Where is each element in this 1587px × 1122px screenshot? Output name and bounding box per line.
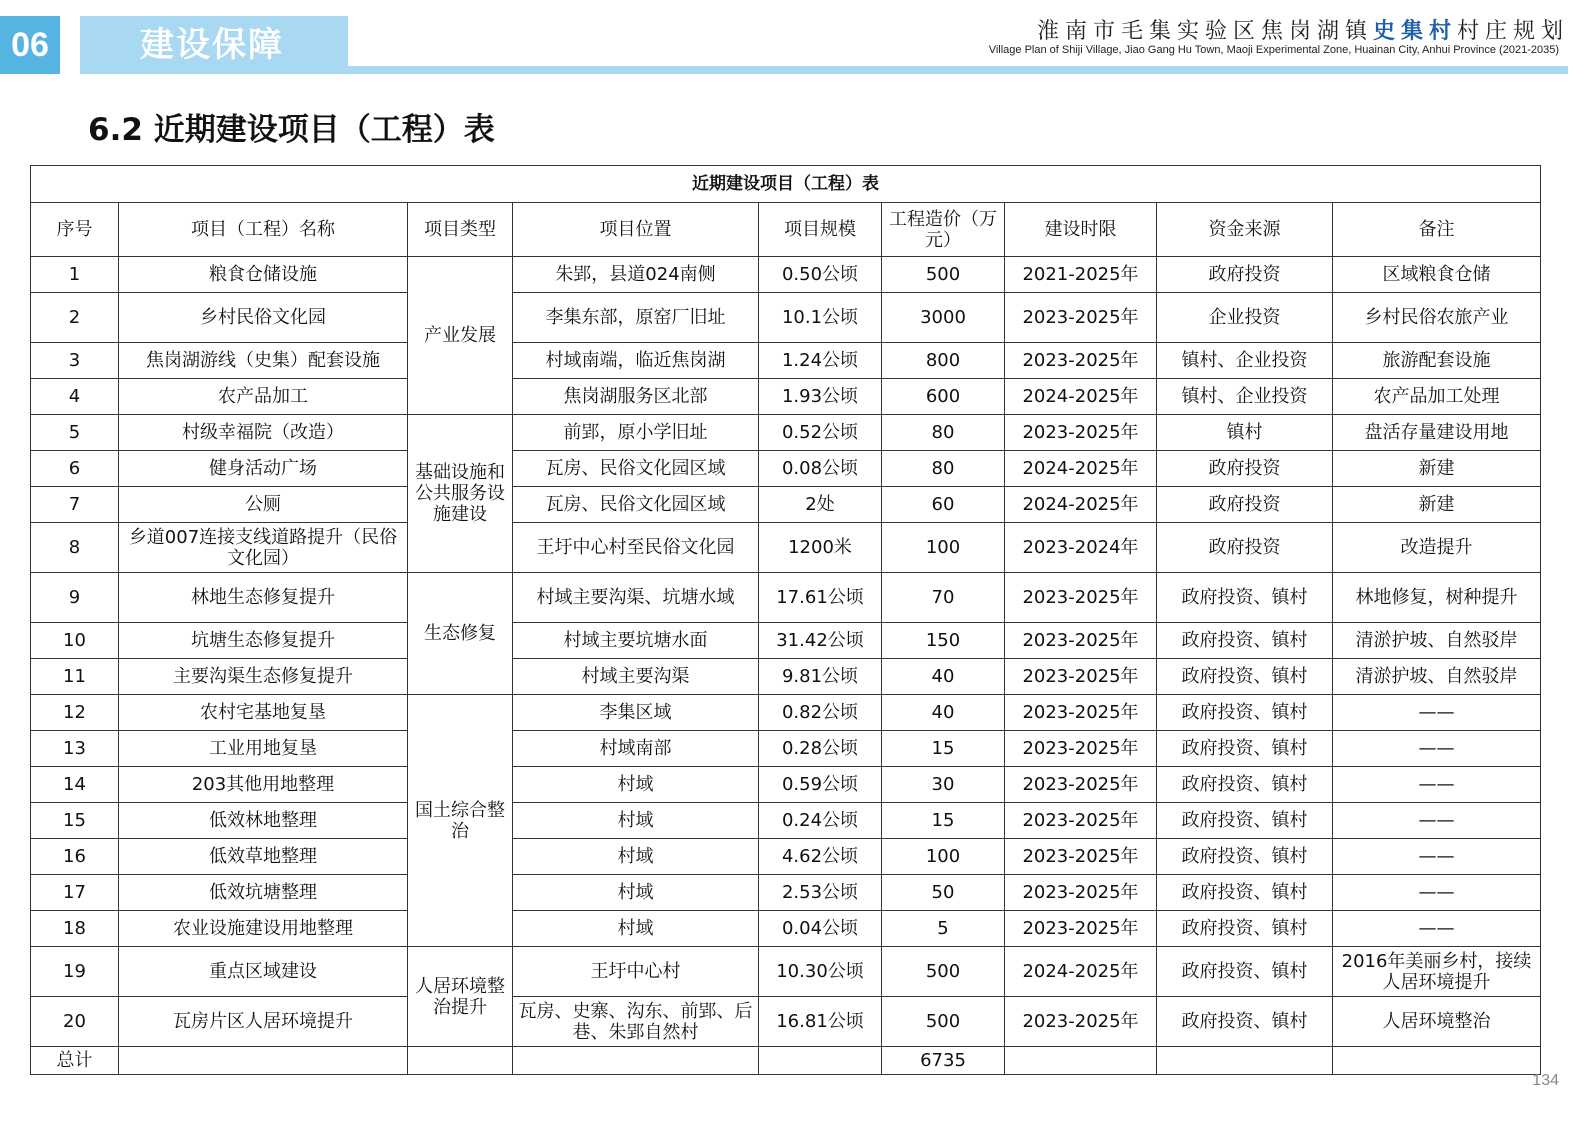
- page-heading: 6.2 近期建设项目（工程）表: [88, 112, 495, 148]
- table-cell: 14: [31, 767, 119, 803]
- table-cell: 80: [882, 451, 1005, 487]
- table-cell: 30: [882, 767, 1005, 803]
- table-cell: ——: [1333, 875, 1541, 911]
- project-type-cell: 人居环境整治提升: [408, 947, 513, 1047]
- table-cell: 1.24公顷: [759, 343, 882, 379]
- table-cell: 村域: [513, 839, 759, 875]
- table-cell: 乡村民俗文化园: [119, 293, 408, 343]
- table-cell: 2024-2025年: [1005, 487, 1157, 523]
- table-cell: 6: [31, 451, 119, 487]
- table-cell: 区域粮食仓储: [1333, 257, 1541, 293]
- table-cell: 王圩中心村至民俗文化园: [513, 523, 759, 573]
- table-row: [31, 731, 1541, 767]
- table-cell: 9: [31, 573, 119, 623]
- header-cell: 工程造价（万元）: [882, 203, 1005, 257]
- table-cell: 0.28公顷: [759, 731, 882, 767]
- table-row: [31, 767, 1541, 803]
- table-cell: 2023-2025年: [1005, 343, 1157, 379]
- title-village: 史集村: [1372, 18, 1457, 44]
- page-number: 134: [1532, 1072, 1559, 1089]
- header-cell: 项目类型: [408, 203, 513, 257]
- table-cell: 盘活存量建设用地: [1333, 415, 1541, 451]
- table-cell: 政府投资、镇村: [1157, 947, 1333, 997]
- table-row: [31, 379, 1541, 415]
- table-cell: 15: [882, 731, 1005, 767]
- table-cell: 2023-2025年: [1005, 767, 1157, 803]
- table-cell: 2023-2025年: [1005, 875, 1157, 911]
- header-cell: 项目规模: [759, 203, 882, 257]
- table-cell: 600: [882, 379, 1005, 415]
- table-cell: 镇村、企业投资: [1157, 379, 1333, 415]
- table-cell: 2023-2025年: [1005, 415, 1157, 451]
- total-cell: [513, 1047, 759, 1075]
- table-cell: 乡道007连接支线道路提升（民俗文化园）: [119, 523, 408, 573]
- table-cell: 2023-2025年: [1005, 839, 1157, 875]
- table-cell: 人居环境整治: [1333, 997, 1541, 1047]
- project-table: [30, 165, 1541, 1075]
- table-cell: 政府投资、镇村: [1157, 659, 1333, 695]
- table-cell: 10: [31, 623, 119, 659]
- table-cell: ——: [1333, 839, 1541, 875]
- table-cell: 2: [31, 293, 119, 343]
- table-cell: 100: [882, 523, 1005, 573]
- table-cell: 70: [882, 573, 1005, 623]
- table-cell: 40: [882, 695, 1005, 731]
- table-cell: 13: [31, 731, 119, 767]
- table-cell: 50: [882, 875, 1005, 911]
- table-cell: 主要沟渠生态修复提升: [119, 659, 408, 695]
- table-cell: 15: [31, 803, 119, 839]
- table-cell: 乡村民俗农旅产业: [1333, 293, 1541, 343]
- table-row: [31, 451, 1541, 487]
- project-type-cell: 基础设施和公共服务设施建设: [408, 415, 513, 573]
- table-cell: 政府投资: [1157, 451, 1333, 487]
- table-cell: 9.81公顷: [759, 659, 882, 695]
- header-cell: 序号: [31, 203, 119, 257]
- table-cell: 0.59公顷: [759, 767, 882, 803]
- table-cell: ——: [1333, 803, 1541, 839]
- table-row: [31, 911, 1541, 947]
- table-cell: 政府投资、镇村: [1157, 875, 1333, 911]
- table-row: [31, 875, 1541, 911]
- table-cell: 政府投资: [1157, 523, 1333, 573]
- document-title: [1037, 14, 1569, 45]
- table-cell: 500: [882, 257, 1005, 293]
- table-cell: 20: [31, 997, 119, 1047]
- table-cell: 粮食仓储设施: [119, 257, 408, 293]
- table-row: [31, 947, 1541, 997]
- table-cell: 瓦房、史寨、沟东、前郢、后巷、朱郢自然村: [513, 997, 759, 1047]
- table-cell: 坑塘生态修复提升: [119, 623, 408, 659]
- table-cell: 15: [882, 803, 1005, 839]
- header-cell: 项目（工程）名称: [119, 203, 408, 257]
- table-cell: 500: [882, 997, 1005, 1047]
- total-cell: [759, 1047, 882, 1075]
- table-cell: 16.81公顷: [759, 997, 882, 1047]
- total-cell: [1157, 1047, 1333, 1075]
- table-cell: 瓦房片区人居环境提升: [119, 997, 408, 1047]
- total-cell: [408, 1047, 513, 1075]
- table-cell: 18: [31, 911, 119, 947]
- table-cell: 2023-2025年: [1005, 695, 1157, 731]
- project-type-cell: 生态修复: [408, 573, 513, 695]
- total-cell: [1005, 1047, 1157, 1075]
- table-cell: 7: [31, 487, 119, 523]
- table-cell: 2.53公顷: [759, 875, 882, 911]
- table-cell: 2023-2025年: [1005, 659, 1157, 695]
- table-cell: 10.1公顷: [759, 293, 882, 343]
- table-cell: 公厕: [119, 487, 408, 523]
- table-row: [31, 695, 1541, 731]
- table-cell: 1: [31, 257, 119, 293]
- table-cell: 17: [31, 875, 119, 911]
- table-cell: 17.61公顷: [759, 573, 882, 623]
- table-row: [31, 997, 1541, 1047]
- table-cell: 改造提升: [1333, 523, 1541, 573]
- table-cell: 2023-2025年: [1005, 997, 1157, 1047]
- table-row: [31, 659, 1541, 695]
- table-cell: 工业用地复垦: [119, 731, 408, 767]
- table-cell: 5: [882, 911, 1005, 947]
- table-cell: 0.82公顷: [759, 695, 882, 731]
- table-cell: 12: [31, 695, 119, 731]
- table-cell: 100: [882, 839, 1005, 875]
- header-row: [31, 203, 1541, 257]
- table-cell: 政府投资、镇村: [1157, 839, 1333, 875]
- table-cell: 农产品加工处理: [1333, 379, 1541, 415]
- table-cell: 农产品加工: [119, 379, 408, 415]
- table-cell: 60: [882, 487, 1005, 523]
- table-cell: 瓦房、民俗文化园区域: [513, 451, 759, 487]
- table-cell: 新建: [1333, 451, 1541, 487]
- project-type-cell: 产业发展: [408, 257, 513, 415]
- table-cell: 800: [882, 343, 1005, 379]
- table-cell: 政府投资、镇村: [1157, 997, 1333, 1047]
- table-cell: 2024-2025年: [1005, 379, 1157, 415]
- table-cell: 旅游配套设施: [1333, 343, 1541, 379]
- table-cell: 3000: [882, 293, 1005, 343]
- header-cell: 项目位置: [513, 203, 759, 257]
- table-cell: 10.30公顷: [759, 947, 882, 997]
- title-prefix: 淮南市毛集实验区焦岗湖镇: [1036, 19, 1373, 44]
- table-row: [31, 803, 1541, 839]
- section-number: 06: [0, 16, 60, 74]
- table-cell: 0.04公顷: [759, 911, 882, 947]
- table-cell: 政府投资、镇村: [1157, 623, 1333, 659]
- table-cell: 清淤护坡、自然驳岸: [1333, 659, 1541, 695]
- table-row: [31, 623, 1541, 659]
- table-cell: 2023-2024年: [1005, 523, 1157, 573]
- table-cell: ——: [1333, 911, 1541, 947]
- table-cell: 2023-2025年: [1005, 731, 1157, 767]
- table-cell: 政府投资、镇村: [1157, 573, 1333, 623]
- table-row: [31, 293, 1541, 343]
- table-cell: 村域主要沟渠: [513, 659, 759, 695]
- table-cell: 低效林地整理: [119, 803, 408, 839]
- table-cell: 2023-2025年: [1005, 573, 1157, 623]
- table-cell: 焦岗湖服务区北部: [513, 379, 759, 415]
- table-cell: 4: [31, 379, 119, 415]
- table-cell: 政府投资、镇村: [1157, 767, 1333, 803]
- table-cell: 镇村: [1157, 415, 1333, 451]
- table-cell: 2024-2025年: [1005, 451, 1157, 487]
- table-cell: 2021-2025年: [1005, 257, 1157, 293]
- table-cell: 80: [882, 415, 1005, 451]
- table-cell: 40: [882, 659, 1005, 695]
- table-cell: 2023-2025年: [1005, 803, 1157, 839]
- table-cell: 3: [31, 343, 119, 379]
- table-cell: 农业设施建设用地整理: [119, 911, 408, 947]
- table-cell: 政府投资、镇村: [1157, 695, 1333, 731]
- table-cell: ——: [1333, 731, 1541, 767]
- table-cell: 0.50公顷: [759, 257, 882, 293]
- table-cell: 健身活动广场: [119, 451, 408, 487]
- table-cell: 16: [31, 839, 119, 875]
- title-suffix: 村庄规划: [1456, 19, 1569, 44]
- total-cell: [119, 1047, 408, 1075]
- table-cell: 村域南端，临近焦岗湖: [513, 343, 759, 379]
- header-cell: 建设时限: [1005, 203, 1157, 257]
- table-cell: 政府投资、镇村: [1157, 803, 1333, 839]
- table-cell: 企业投资: [1157, 293, 1333, 343]
- table-cell: 2016年美丽乡村，接续人居环境提升: [1333, 947, 1541, 997]
- table-row: [31, 343, 1541, 379]
- table-row: [31, 415, 1541, 451]
- table-cell: 村域南部: [513, 731, 759, 767]
- table-cell: 2023-2025年: [1005, 293, 1157, 343]
- total-row: [31, 1047, 1541, 1075]
- header-cell: 资金来源: [1157, 203, 1333, 257]
- table-cell: 0.52公顷: [759, 415, 882, 451]
- table-cell: ——: [1333, 695, 1541, 731]
- table-cell: 瓦房、民俗文化园区域: [513, 487, 759, 523]
- table-cell: 500: [882, 947, 1005, 997]
- total-cell: 总计: [31, 1047, 119, 1075]
- table-cell: 2处: [759, 487, 882, 523]
- table-cell: 19: [31, 947, 119, 997]
- table-cell: 镇村、企业投资: [1157, 343, 1333, 379]
- table-cell: 农村宅基地复垦: [119, 695, 408, 731]
- header-cell: 备注: [1333, 203, 1541, 257]
- table-cell: 政府投资、镇村: [1157, 911, 1333, 947]
- table-cell: 村域: [513, 803, 759, 839]
- table-cell: 4.62公顷: [759, 839, 882, 875]
- table-cell: 村级幸福院（改造）: [119, 415, 408, 451]
- table-cell: 8: [31, 523, 119, 573]
- table-row: [31, 839, 1541, 875]
- table-cell: ——: [1333, 767, 1541, 803]
- header-rule: [348, 66, 1568, 74]
- table-row: [31, 523, 1541, 573]
- table-row: [31, 573, 1541, 623]
- table-cell: 林地生态修复提升: [119, 573, 408, 623]
- table-row: [31, 487, 1541, 523]
- table-cell: 村域主要坑塘水面: [513, 623, 759, 659]
- table-cell: 低效草地整理: [119, 839, 408, 875]
- table-caption: 近期建设项目（工程）表: [31, 166, 1541, 203]
- table-cell: 150: [882, 623, 1005, 659]
- table-cell: 朱郢，县道024南侧: [513, 257, 759, 293]
- table-cell: 村域: [513, 875, 759, 911]
- table-cell: 重点区域建设: [119, 947, 408, 997]
- table-cell: 清淤护坡、自然驳岸: [1333, 623, 1541, 659]
- table-cell: 203其他用地整理: [119, 767, 408, 803]
- section-title: 建设保障: [80, 16, 348, 74]
- total-cell: [1333, 1047, 1541, 1075]
- project-type-cell: 国土综合整治: [408, 695, 513, 947]
- table-cell: 2024-2025年: [1005, 947, 1157, 997]
- table-cell: 1.93公顷: [759, 379, 882, 415]
- document-subtitle: Village Plan of Shiji Village, Jiao Gang Hu Town, Maoji Experimental Zone, Huainan City, Anhui Province (2021-2035): [988, 44, 1559, 56]
- table-cell: 村域: [513, 767, 759, 803]
- table-cell: 焦岗湖游线（史集）配套设施: [119, 343, 408, 379]
- table-cell: 低效坑塘整理: [119, 875, 408, 911]
- table-cell: 0.08公顷: [759, 451, 882, 487]
- table-cell: 新建: [1333, 487, 1541, 523]
- table-cell: 11: [31, 659, 119, 695]
- table-cell: 政府投资、镇村: [1157, 731, 1333, 767]
- table-cell: 林地修复，树种提升: [1333, 573, 1541, 623]
- table-row: [31, 257, 1541, 293]
- table-cell: 李集区域: [513, 695, 759, 731]
- table-cell: 31.42公顷: [759, 623, 882, 659]
- table-cell: 政府投资: [1157, 487, 1333, 523]
- table-cell: 0.24公顷: [759, 803, 882, 839]
- table-cell: 政府投资: [1157, 257, 1333, 293]
- table-cell: 1200米: [759, 523, 882, 573]
- total-cell: 6735: [882, 1047, 1005, 1075]
- table-cell: 前郢，原小学旧址: [513, 415, 759, 451]
- table-cell: 村域: [513, 911, 759, 947]
- table-cell: 5: [31, 415, 119, 451]
- table-cell: 2023-2025年: [1005, 623, 1157, 659]
- table-cell: 2023-2025年: [1005, 911, 1157, 947]
- table-cell: 村域主要沟渠、坑塘水域: [513, 573, 759, 623]
- table-cell: 李集东部，原窑厂旧址: [513, 293, 759, 343]
- table-cell: 王圩中心村: [513, 947, 759, 997]
